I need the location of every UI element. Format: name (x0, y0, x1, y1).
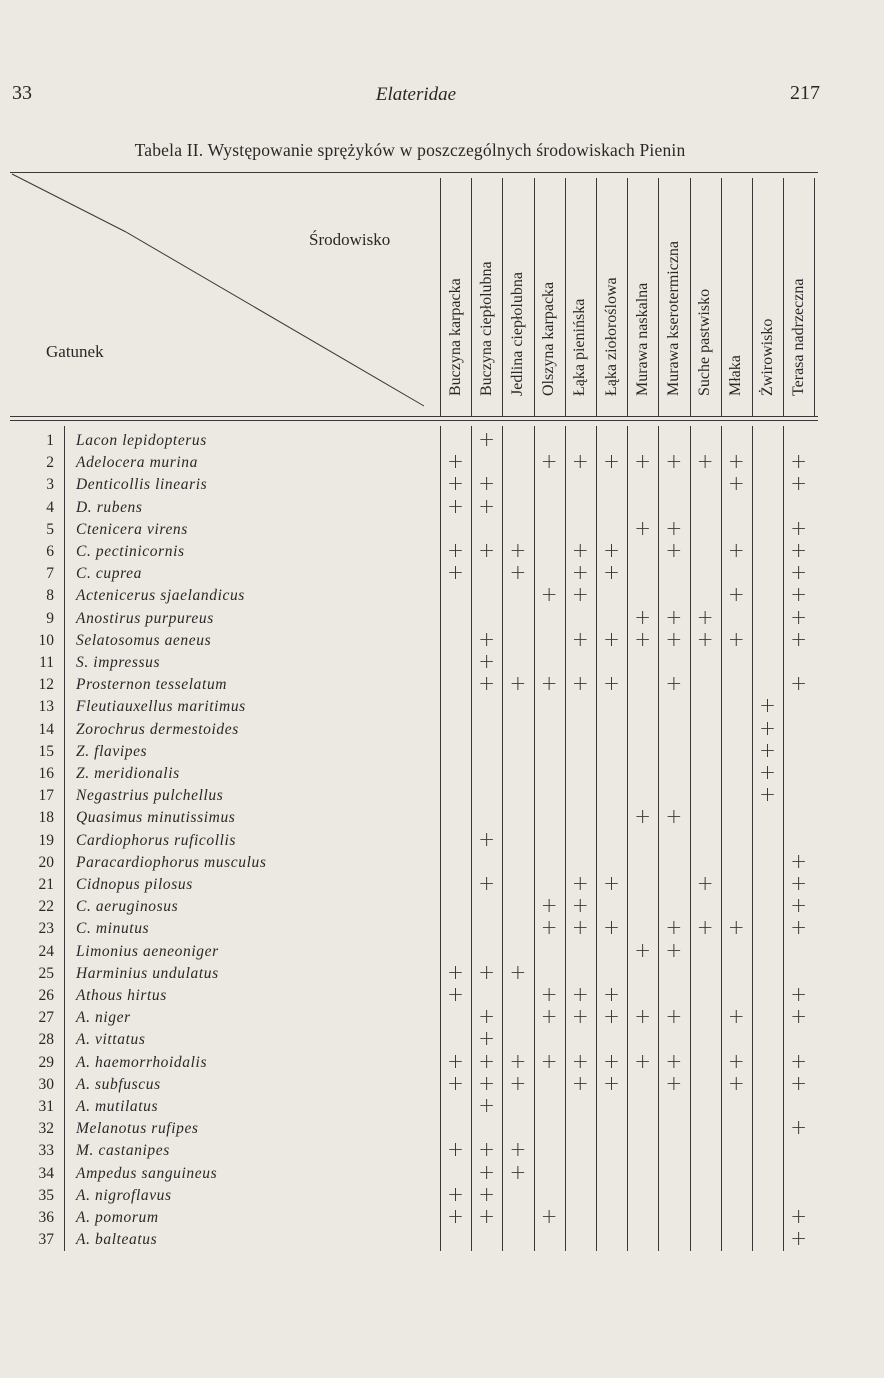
column-header (471, 178, 502, 414)
occurrence-mark: + (603, 560, 620, 585)
row-number: 25 (38, 964, 54, 982)
occurrence-mark: + (790, 471, 808, 496)
occurrence-mark: + (634, 515, 652, 540)
column-header (752, 178, 783, 414)
occurrence-mark: + (727, 538, 745, 562)
row-number: 7 (46, 565, 54, 583)
table-row (10, 1181, 818, 1207)
table-row (10, 937, 818, 963)
occurrence-mark: + (478, 1093, 496, 1117)
table-row (10, 671, 818, 696)
occurrence-mark: + (447, 493, 464, 518)
row-number: 33 (38, 1142, 54, 1160)
occurrence-mark: + (665, 671, 683, 696)
occurrence-mark: + (571, 915, 589, 940)
table-row (10, 715, 818, 741)
occurrence-mark: + (634, 937, 652, 962)
row-number: 3 (46, 476, 54, 494)
occurrence-mark: + (634, 604, 652, 629)
occurrence-mark: + (447, 982, 464, 1006)
row-number: 19 (38, 831, 54, 849)
species-name: Prosternon tesselatum (76, 676, 228, 694)
species-name: Athous hirtus (76, 987, 167, 1004)
occurrence-mark: + (478, 1204, 496, 1228)
table-row (10, 560, 818, 585)
table-row (10, 693, 818, 718)
column-header-label: Łąka pienińska (571, 298, 589, 396)
occurrence-mark: + (447, 1070, 464, 1095)
header-column-divider (565, 178, 566, 416)
occurrence-mark: + (790, 1115, 808, 1140)
species-name: A. mutilatus (76, 1098, 159, 1115)
occurrence-mark: + (665, 538, 683, 562)
occurrence-mark: + (447, 1181, 464, 1206)
row-number: 31 (38, 1098, 54, 1115)
occurrence-mark: + (790, 871, 808, 895)
row-number: 29 (38, 1053, 54, 1071)
occurrence-mark: + (540, 671, 558, 696)
occurrence-mark: + (759, 760, 776, 784)
table-row (10, 737, 818, 763)
occurrence-mark: + (603, 671, 620, 696)
species-name: Limonius aeneoniger (76, 942, 219, 960)
row-number: 13 (38, 698, 54, 716)
table-row (10, 804, 818, 829)
table-row (10, 1204, 818, 1229)
header-rule (10, 416, 818, 417)
table-row (10, 760, 818, 785)
column-header-label: Buczyna ciepłolubna (477, 261, 495, 396)
occurrence-mark: + (603, 626, 620, 651)
row-number: 26 (38, 987, 54, 1004)
species-name: C. aeruginosus (76, 898, 179, 916)
header-column-divider (783, 178, 784, 416)
occurrence-mark: + (540, 1048, 558, 1073)
column-header (440, 178, 471, 414)
species-name: Harminius undulatus (76, 964, 219, 982)
occurrence-mark: + (447, 471, 464, 496)
species-name: Negastrius pulchellus (76, 787, 224, 805)
occurrence-mark: + (665, 449, 683, 474)
occurrence-mark: + (509, 1070, 527, 1095)
occurrence-mark: + (790, 560, 808, 585)
occurrence-mark: + (571, 560, 589, 585)
occurrence-mark: + (790, 1226, 808, 1251)
table-row (10, 493, 818, 519)
column-header (783, 178, 814, 414)
occurrence-mark: + (447, 1137, 464, 1162)
occurrence-mark: + (509, 959, 527, 984)
occurrence-mark: + (540, 1004, 558, 1029)
row-number: 23 (38, 920, 54, 938)
occurrence-mark: + (759, 782, 776, 807)
occurrence-mark: + (790, 915, 808, 940)
corner-top-label: Środowisko (309, 230, 391, 249)
row-number: 27 (38, 1009, 54, 1027)
occurrence-mark: + (696, 626, 714, 651)
occurrence-mark: + (790, 982, 808, 1006)
row-number: 24 (38, 942, 54, 960)
occurrence-mark: + (478, 1004, 496, 1029)
occurrence-mark: + (509, 1159, 527, 1184)
species-name: D. rubens (76, 498, 143, 516)
column-header (721, 178, 752, 414)
row-number: 10 (38, 631, 54, 649)
species-name: Paracardiophorus musculus (76, 853, 267, 871)
species-name: Actenicerus sjaelandicus (76, 587, 245, 605)
occurrence-mark: + (603, 449, 620, 474)
species-name: Zorochrus dermestoides (76, 720, 239, 738)
occurrence-mark: + (727, 1070, 745, 1095)
occurrence-mark: + (727, 471, 745, 496)
species-name: A. haemorrhoidalis (76, 1053, 208, 1071)
column-header-label: Łąka ziołoroślowa (602, 277, 620, 396)
header-column-divider (471, 178, 472, 416)
occurrence-mark: + (509, 560, 527, 585)
table-row (10, 649, 818, 674)
occurrence-mark: + (727, 449, 745, 474)
row-number: 35 (38, 1186, 54, 1204)
family-title: Elateridae (375, 84, 457, 105)
species-name: A. pomorum (76, 1209, 159, 1226)
occurrence-mark: + (603, 915, 620, 940)
species-name: M. castanipes (76, 1142, 170, 1160)
occurrence-mark: + (790, 538, 808, 562)
table-caption: Tabela II. Występowanie sprężyków w poszczególnych środowiskach Pienin (134, 140, 686, 160)
occurrence-mark: + (447, 560, 464, 585)
occurrence-mark: + (759, 715, 776, 740)
occurrence-mark: + (603, 538, 620, 562)
species-name: A. nigroflavus (76, 1186, 172, 1204)
table-row (10, 1093, 818, 1118)
table-row (10, 471, 818, 496)
species-name: Fleutiauxellus maritimus (76, 698, 246, 716)
species-name: Selatosomus aeneus (76, 631, 212, 649)
row-number: 34 (38, 1164, 54, 1182)
row-number: 32 (38, 1120, 54, 1138)
occurrence-mark: + (478, 649, 496, 673)
occurrence-table (10, 172, 818, 1262)
table-row (10, 1159, 818, 1185)
column-header (534, 178, 565, 414)
species-name: Ctenicera virens (76, 520, 188, 538)
occurrence-mark: + (665, 626, 683, 651)
occurrence-mark: + (478, 626, 496, 651)
occurrence-mark: + (665, 1070, 683, 1095)
table-row (10, 1115, 818, 1140)
row-number: 20 (38, 853, 54, 871)
species-name: A. balteatus (76, 1231, 158, 1249)
occurrence-mark: + (509, 1048, 527, 1073)
occurrence-mark: + (478, 471, 496, 496)
species-name: A. niger (76, 1009, 131, 1027)
row-number: 6 (46, 543, 54, 560)
occurrence-mark: + (571, 982, 589, 1006)
occurrence-mark: + (478, 538, 496, 562)
species-name: Quasimus minutissimus (76, 809, 236, 827)
column-header-label: Terasa nadrzeczna (789, 278, 807, 396)
occurrence-mark: + (727, 915, 745, 940)
occurrence-mark: + (790, 1070, 808, 1095)
table-row (10, 782, 818, 807)
occurrence-mark: + (571, 671, 589, 696)
occurrence-mark: + (696, 449, 714, 474)
occurrence-mark: + (634, 1048, 652, 1073)
occurrence-mark: + (447, 959, 464, 984)
occurrence-mark: + (478, 671, 496, 696)
table-row (10, 449, 818, 474)
table-row (10, 1026, 818, 1051)
row-number: 8 (46, 587, 54, 605)
occurrence-mark: + (571, 1004, 589, 1029)
species-name: S. impressus (76, 654, 161, 671)
occurrence-mark: + (790, 1048, 808, 1073)
occurrence-mark: + (665, 804, 683, 829)
row-number: 21 (38, 876, 54, 893)
column-header (690, 178, 721, 414)
occurrence-mark: + (759, 693, 776, 718)
species-name: Cardiophorus ruficollis (76, 831, 237, 849)
occurrence-mark: + (665, 515, 683, 540)
occurrence-mark: + (509, 1137, 527, 1162)
occurrence-mark: + (540, 915, 558, 940)
occurrence-mark: + (540, 582, 558, 607)
occurrence-mark: + (665, 1048, 683, 1073)
row-number: 12 (38, 676, 54, 694)
occurrence-mark: + (665, 1004, 683, 1029)
column-header (627, 178, 658, 414)
occurrence-mark: + (603, 982, 620, 1006)
species-name: Anostirus purpureus (76, 609, 214, 627)
table-row (10, 538, 818, 563)
occurrence-mark: + (478, 1070, 496, 1095)
table-row (10, 959, 818, 985)
species-name: Denticollis linearis (76, 476, 208, 494)
column-header-label: Murawa kserotermiczna (664, 240, 682, 396)
occurrence-mark: + (727, 582, 745, 607)
occurrence-mark: + (571, 449, 589, 474)
column-header (565, 178, 596, 414)
occurrence-mark: + (634, 804, 652, 829)
species-name: Ampedus sanguineus (76, 1164, 218, 1182)
species-name: Z. meridionalis (76, 765, 180, 782)
occurrence-mark: + (727, 1048, 745, 1073)
species-name: C. minutus (76, 920, 150, 938)
occurrence-mark: + (478, 959, 496, 984)
occurrence-mark: + (790, 1204, 808, 1228)
header-column-divider (502, 178, 503, 416)
occurrence-mark: + (571, 626, 589, 651)
occurrence-mark: + (634, 1004, 652, 1029)
occurrence-mark: + (634, 626, 652, 651)
occurrence-mark: + (790, 626, 808, 651)
corner-bottom-label: Gatunek (46, 342, 104, 361)
row-number: 36 (38, 1209, 54, 1226)
header-column-divider (627, 178, 628, 416)
occurrence-mark: + (478, 1026, 496, 1051)
occurrence-mark: + (478, 826, 496, 851)
occurrence-mark: + (571, 1070, 589, 1095)
species-name: A. vittatus (76, 1031, 146, 1049)
occurrence-mark: + (790, 671, 808, 696)
row-number: 18 (38, 809, 54, 827)
header-column-divider (596, 178, 597, 416)
occurrence-mark: + (790, 848, 808, 873)
occurrence-mark: + (540, 1204, 558, 1228)
page-number: 217 (790, 82, 820, 104)
table-row (10, 982, 818, 1007)
occurrence-mark: + (634, 449, 652, 474)
occurrence-mark: + (540, 893, 558, 918)
occurrence-mark: + (696, 871, 714, 895)
table-row (10, 915, 818, 940)
occurrence-mark: + (478, 1137, 496, 1162)
column-header-label: Młaka (727, 355, 745, 396)
occurrence-mark: + (790, 604, 808, 629)
occurrence-mark: + (665, 604, 683, 629)
section-number: 33 (12, 82, 32, 104)
occurrence-mark: + (696, 604, 714, 629)
column-header (658, 178, 689, 414)
occurrence-mark: + (478, 493, 496, 518)
occurrence-mark: + (759, 737, 776, 762)
header-right-edge (814, 178, 815, 416)
occurrence-mark: + (540, 982, 558, 1006)
occurrence-mark: + (478, 1159, 496, 1184)
table-row (10, 1004, 818, 1029)
column-header-label: Buczyna karpacka (446, 278, 464, 396)
row-number: 9 (46, 609, 54, 627)
occurrence-mark: + (790, 893, 808, 918)
row-number: 17 (38, 787, 54, 805)
table-row (10, 515, 818, 541)
occurrence-mark: + (447, 1048, 464, 1073)
table-row (10, 1048, 818, 1074)
occurrence-mark: + (509, 538, 527, 562)
row-number: 22 (38, 898, 54, 916)
occurrence-mark: + (790, 1004, 808, 1029)
species-name: C. pectinicornis (76, 543, 185, 560)
running-head (12, 82, 820, 112)
occurrence-mark: + (478, 871, 496, 895)
species-name: C. cuprea (76, 565, 142, 583)
row-number: 11 (39, 654, 54, 671)
occurrence-mark: + (603, 1004, 620, 1029)
column-header-label: Murawa naskalna (633, 282, 651, 396)
occurrence-mark: + (603, 1048, 620, 1073)
table-row (10, 1226, 818, 1251)
occurrence-mark: + (571, 582, 589, 607)
occurrence-mark: + (603, 1070, 620, 1095)
table-row (10, 626, 818, 652)
species-name: A. subfuscus (76, 1075, 161, 1093)
header-column-divider (440, 178, 441, 416)
species-name: Melanotus rufipes (76, 1120, 199, 1138)
occurrence-mark: + (478, 1181, 496, 1206)
occurrence-mark: + (571, 1048, 589, 1073)
occurrence-mark: + (790, 515, 808, 540)
occurrence-mark: + (509, 671, 527, 696)
row-number: 28 (38, 1031, 54, 1049)
table-row (10, 871, 818, 896)
occurrence-mark: + (447, 538, 464, 562)
occurrence-mark: + (447, 1204, 464, 1228)
row-number: 2 (46, 454, 54, 472)
row-number: 16 (38, 765, 54, 782)
species-name: Adelocera murina (76, 454, 198, 472)
header-column-divider (658, 178, 659, 416)
occurrence-mark: + (727, 1004, 745, 1029)
header-rule-double (10, 420, 818, 421)
occurrence-mark: + (571, 871, 589, 895)
column-header-label: Olszyna karpacka (540, 281, 558, 396)
row-number: 4 (46, 498, 54, 516)
header-column-divider (721, 178, 722, 416)
row-number: 37 (38, 1231, 54, 1249)
table-row (10, 1137, 818, 1162)
occurrence-mark: + (571, 893, 589, 918)
header-column-divider (752, 178, 753, 416)
occurrence-mark: + (696, 915, 714, 940)
header-column-divider (534, 178, 535, 416)
occurrence-mark: + (665, 937, 683, 962)
row-number: 15 (38, 742, 54, 760)
row-number: 14 (38, 720, 54, 738)
occurrence-mark: + (571, 538, 589, 562)
occurrence-mark: + (478, 427, 496, 451)
column-header-label: Żwirowisko (758, 318, 776, 396)
occurrence-mark: + (540, 449, 558, 474)
table-row (10, 1070, 818, 1096)
row-number: 1 (46, 432, 54, 449)
table-row (10, 826, 818, 852)
occurrence-mark: + (790, 582, 808, 607)
column-header-label: Jedlina ciepłolubna (508, 272, 526, 396)
corner-diagonal (10, 172, 440, 416)
occurrence-mark: + (727, 626, 745, 651)
column-header-label: Suche pastwisko (696, 288, 714, 396)
header-column-divider (690, 178, 691, 416)
species-name: Cidnopus pilosus (76, 876, 193, 893)
row-number: 30 (38, 1075, 54, 1093)
species-name: Z. flavipes (76, 742, 148, 760)
species-name: Lacon lepidopterus (76, 432, 207, 449)
occurrence-mark: + (665, 915, 683, 940)
occurrence-mark: + (790, 449, 808, 474)
occurrence-mark: + (603, 871, 620, 895)
row-number: 5 (46, 520, 54, 538)
occurrence-mark: + (447, 449, 464, 474)
column-header (502, 178, 533, 414)
column-header (596, 178, 627, 414)
occurrence-mark: + (478, 1048, 496, 1073)
